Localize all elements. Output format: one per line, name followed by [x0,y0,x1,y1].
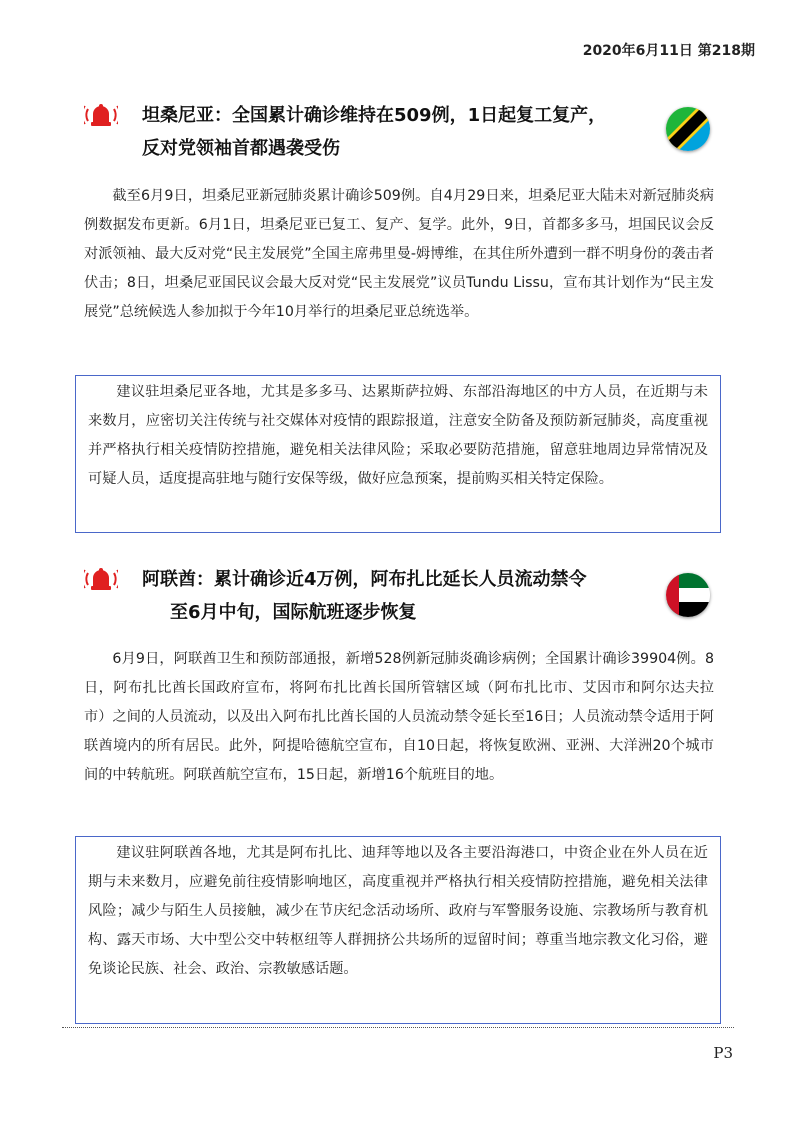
alarm-bell-icon [84,565,118,593]
tanzania-flag-icon [666,107,710,151]
page-number: P3 [713,1044,733,1062]
advice-box [75,375,721,533]
advice-box [75,836,721,1024]
section-title-line2: 反对党领袖首都遇袭受伤 [142,138,340,159]
issue-date: 2020年6月11日 第218期 [582,43,755,59]
advice-text: 建议驻坦桑尼亚各地，尤其是多多马、达累斯萨拉姆、东部沿海地区的中方人员，在近期与未来数月，应密切关注传统与社交媒体对疫情的跟踪报道，注意安全防备及预防新冠肺炎，高度重视并严格执行相关疫情防控措施，避免相关法律风险；采取必要防范措施，留意驻地周边异常情况及可疑人员，适度提高驻地与随行安保等级，做好应急预案，提前购买相关特定保险。 [88,384,708,487]
alarm-bell-icon [84,101,118,129]
section-title-line2: 至6月中旬，国际航班逐步恢复 [170,602,417,623]
uae-flag-icon [666,573,710,617]
news-paragraph: 6月9日，阿联酋卫生和预防部通报，新增528例新冠肺炎确诊病例；全国累计确诊39904例。8日，阿布扎比酋长国政府宣布，将阿布扎比酋长国所管辖区域（阿布扎比市、艾因市和阿尔达夫拉市）之间的人员流动，以及出入阿布扎比酋长国的人员流动禁令延长至16日；人员流动禁令适用于阿联酋境内的所有居民。此外，阿提哈德航空宣布，自10日起，将恢复欧洲、亚洲、大洋洲20个城市间的中转航班。阿联酋航空宣布，15日起，新增16个航班目的地。 [84,651,714,783]
news-paragraph: 截至6月9日，坦桑尼亚新冠肺炎累计确诊509例。自4月29日来，坦桑尼亚大陆未对新冠肺炎病例数据发布更新。6月1日，坦桑尼亚已复工、复产、复学。此外，9日，首都多多马，坦国民议会反对派领袖、最大反对党“民主发展党”全国主席弗里曼-姆博维，在其住所外遭到一群不明身份的袭击者伏击；8日，坦桑尼亚国民议会最大反对党“民主发展党”议员Tundu Lissu，宣布其计划作为“民主发展党”总统候选人参加拟于今年10月举行的坦桑尼亚总统选举。 [84,188,714,320]
footer-divider [62,1027,734,1028]
section-title-line1: 阿联酋：累计确诊近4万例，阿布扎比延长人员流动禁令 [142,569,587,590]
advice-text: 建议驻阿联酋各地，尤其是阿布扎比、迪拜等地以及各主要沿海港口，中资企业在外人员在近期与未来数月，应避免前往疫情影响地区，高度重视并严格执行相关疫情防控措施，避免相关法律风险；减少与陌生人员接触，减少在节庆纪念活动场所、政府与军警服务设施、宗教场所与教育机构、露天市场、大中型公交中转枢纽等人群拥挤公共场所的逗留时间；尊重当地宗教文化习俗，避免谈论民族、社会、政治、宗教敏感话题。 [88,845,708,977]
section-title-line1: 坦桑尼亚：全国累计确诊维持在509例，1日起复工复产， [142,105,607,126]
